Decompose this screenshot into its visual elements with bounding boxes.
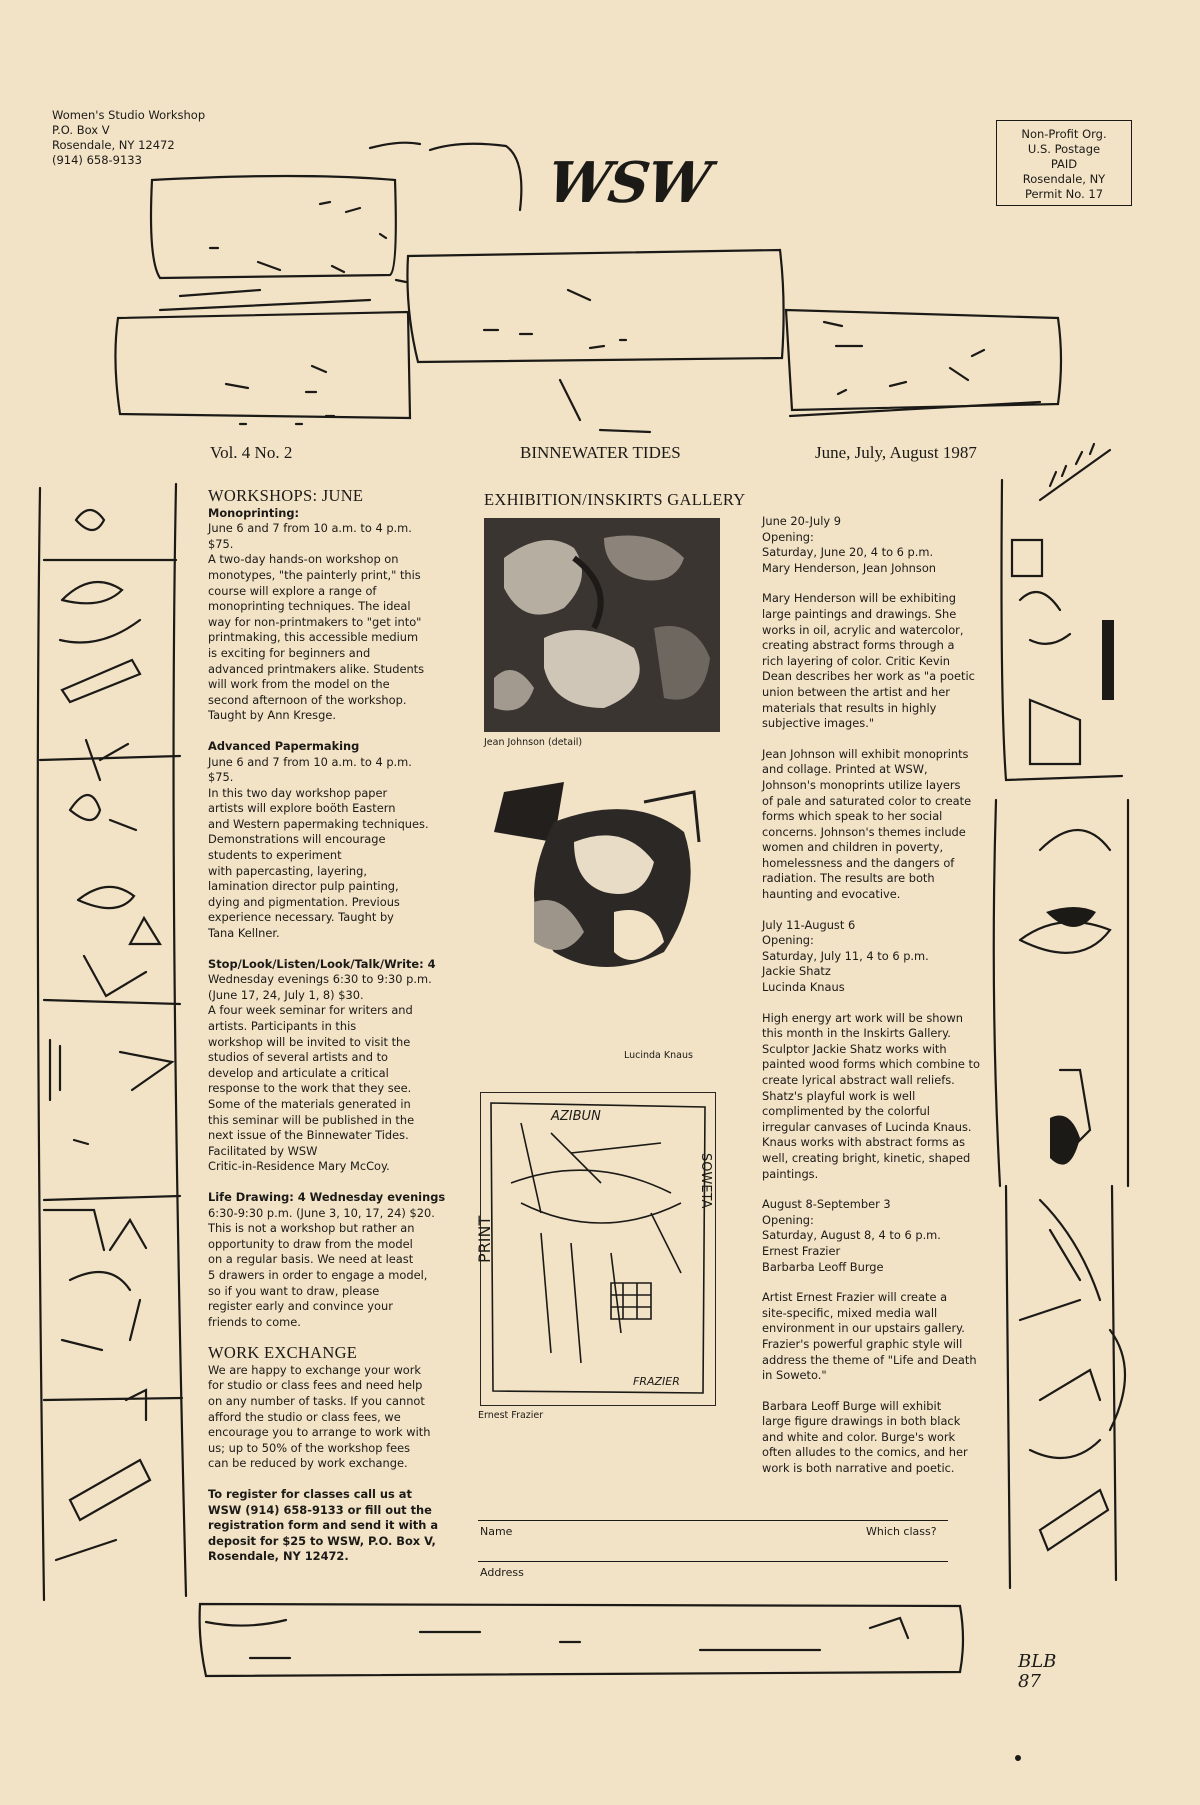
caption-ernest-frazier: Ernest Frazier	[478, 1410, 544, 1421]
newsletter-title: BINNEWATER TIDES	[520, 443, 681, 462]
exhibition-line: this month in the Inskirts Gallery.	[762, 1026, 951, 1041]
workshop-line: Demonstrations will encourage	[208, 832, 386, 847]
workshop-line: Some of the materials generated in	[208, 1096, 411, 1111]
exhibition-line: Jackie Shatz	[762, 964, 831, 979]
exhibition-line: rich layering of color. Critic Kevin	[762, 653, 950, 668]
exhibition-line: Barbarba Leoff Burge	[762, 1259, 884, 1274]
exhibition-line: June 20-July 9	[762, 514, 842, 528]
exhibition-line: works in oil, acrylic and watercolor,	[762, 622, 964, 637]
exhibitions-column	[762, 514, 992, 1492]
workshop-line: Facilitated by WSW	[208, 1143, 318, 1158]
frazier-text: SOWETA	[698, 1153, 713, 1209]
exhibition-block	[762, 1399, 992, 1477]
workshop-entry	[208, 739, 458, 942]
exhibition-line: Dean describes her work as "a poetic	[762, 669, 975, 684]
exhibition-block	[762, 747, 992, 903]
exhibition-line: Jean Johnson will exhibit monoprints	[762, 746, 969, 761]
exhibition-block	[762, 1197, 992, 1275]
exhibition-line: in Soweto."	[762, 1368, 827, 1383]
caption-lucinda-knaus: Lucinda Knaus	[624, 1050, 693, 1061]
registration-form	[478, 1520, 948, 1586]
exhibition-line: Frazier's powerful graphic style will	[762, 1336, 963, 1351]
exhibition-block	[762, 1011, 992, 1183]
work-exchange-line: on any number of tasks. If you cannot	[208, 1394, 425, 1409]
postage-indicia	[996, 120, 1132, 206]
exhibition-line: work is both narrative and poetic.	[762, 1461, 955, 1476]
exhibition-line: paintings.	[762, 1166, 819, 1181]
name-field[interactable]	[526, 1523, 826, 1543]
workshop-line: friends to come.	[208, 1314, 301, 1329]
workshop-line: A four week seminar for writers and	[208, 1003, 413, 1018]
workshop-line: Critic-in-Residence Mary McCoy.	[208, 1159, 390, 1174]
exhibition-line: create lyrical abstract wall reliefs.	[762, 1073, 955, 1087]
workshop-line: way for non-printmakers to "get into"	[208, 614, 422, 629]
workshop-title: Stop/Look/Listen/Look/Talk/Write: 4	[208, 956, 436, 971]
workshop-line: A two-day hands-on workshop on	[208, 552, 399, 567]
workshop-line: This is not a workshop but rather an	[208, 1221, 415, 1236]
workshop-line: experience necessary. Taught by	[208, 910, 394, 925]
exhibition-line: often alludes to the comics, and her	[762, 1445, 968, 1460]
workshop-line: opportunity to draw from the model	[208, 1236, 413, 1251]
exhibition-line: of pale and saturated color to create	[762, 793, 972, 808]
workshop-line: Taught by Ann Kresge.	[208, 708, 336, 723]
exhibition-line: Mary Henderson will be exhibiting	[762, 591, 957, 606]
workshop-line: Wednesday evenings 6:30 to 9:30 p.m.	[208, 972, 432, 987]
exhibition-line: complimented by the colorful	[762, 1104, 930, 1119]
work-exchange-text	[208, 1363, 458, 1472]
exhibition-line: forms which speak to her social	[762, 809, 943, 824]
lucinda-knaus-artwork	[494, 782, 706, 982]
workshop-line: response to the work that they see.	[208, 1081, 412, 1096]
work-exchange-line: us; up to 50% of the workshop fees	[208, 1440, 411, 1455]
workshop-line: on a regular basis. We need at least	[208, 1252, 414, 1267]
postage-line: Permit No. 17	[1024, 187, 1104, 201]
issue-date: June, July, August 1987	[815, 443, 977, 462]
workshop-entry	[208, 506, 458, 724]
exhibition-line: Shatz's playful work is well	[762, 1088, 916, 1103]
workshop-title: Life Drawing: 4 Wednesday evenings	[208, 1189, 446, 1204]
exhibition-line: Opening:	[762, 1212, 814, 1227]
workshops-list	[208, 506, 458, 1331]
artist-signature: BLB 87	[1018, 1651, 1057, 1692]
workshop-entry	[208, 1190, 458, 1330]
exhibition-block	[762, 1290, 992, 1384]
workshop-line: lamination director pulp painting,	[208, 879, 399, 894]
exhibition-line: homelessness and the dangers of	[762, 855, 955, 870]
workshop-line: students to experiment	[208, 848, 342, 863]
exhibition-line: Lucinda Knaus	[762, 980, 845, 995]
postage-line: U.S. Postage	[1027, 142, 1101, 156]
workshop-line: is exciting for beginners and	[208, 645, 371, 660]
exhibition-line: painted wood forms which combine to	[762, 1057, 980, 1072]
exhibition-line: Mary Henderson, Jean Johnson	[762, 560, 937, 575]
registration-line: WSW (914) 658-9133 or fill out the	[208, 1502, 432, 1517]
exhibition-line: Saturday, July 11, 4 to 6 p.m.	[762, 948, 929, 963]
workshops-heading: WORKSHOPS: JUNE	[208, 486, 364, 505]
workshop-line: monotypes, "the painterly print," this	[208, 567, 421, 582]
exhibition-line: address the theme of "Life and Death	[762, 1352, 977, 1367]
caption-jean-johnson: Jean Johnson (detail)	[484, 737, 583, 748]
work-exchange-line: can be reduced by work exchange.	[208, 1456, 408, 1471]
frazier-signature: FRAZIER	[633, 1375, 680, 1388]
exhibition-line: well, creating bright, kinetic, shaped	[762, 1150, 971, 1165]
exhibition-line: union between the artist and her	[762, 684, 950, 699]
gallery-heading: EXHIBITION/INSKIRTS GALLERY	[484, 490, 746, 509]
exhibition-line: concerns. Johnson's themes include	[762, 824, 966, 839]
postage-line: PAID	[1050, 157, 1078, 171]
workshop-line: June 6 and 7 from 10 a.m. to 4 p.m.	[208, 754, 412, 769]
workshop-line: workshop will be invited to visit the	[208, 1034, 411, 1049]
volume-number: Vol. 4 No. 2	[210, 443, 293, 462]
workshop-line: (June 17, 24, July 1, 8) $30.	[208, 987, 364, 1002]
workshop-line: this seminar will be published in the	[208, 1112, 415, 1127]
exhibition-line: High energy art work will be shown	[762, 1010, 963, 1025]
exhibition-line: Opening:	[762, 529, 814, 544]
workshop-line: In this two day workshop paper	[208, 785, 388, 800]
registration-line: To register for classes call us at	[208, 1487, 412, 1502]
jean-johnson-artwork	[484, 518, 720, 732]
exhibition-line: and collage. Printed at WSW,	[762, 762, 928, 777]
org-po-box: P.O. Box V	[52, 123, 110, 137]
exhibition-line: radiation. The results are both	[762, 871, 935, 886]
workshop-line: printmaking, this accessible medium	[208, 630, 419, 645]
workshop-line: $75.	[208, 770, 234, 785]
workshop-line: 6:30-9:30 p.m. (June 3, 10, 17, 24) $20.	[208, 1205, 435, 1220]
exhibition-line: large paintings and drawings. She	[762, 606, 957, 621]
workshop-title: Advanced Papermaking	[208, 738, 360, 753]
frazier-text: AZIBUN	[551, 1109, 601, 1124]
workshop-line: 5 drawers in order to engage a model,	[208, 1267, 428, 1282]
org-phone: (914) 658-9133	[52, 153, 142, 167]
address-field[interactable]	[542, 1564, 922, 1584]
work-exchange-line: We are happy to exchange your work	[208, 1362, 422, 1377]
exhibition-line: materials that results in highly	[762, 700, 937, 715]
workshops-column	[208, 488, 458, 1580]
workshop-line: register early and convince your	[208, 1299, 393, 1314]
org-city: Rosendale, NY 12472	[52, 138, 175, 152]
exhibition-line: haunting and evocative.	[762, 887, 901, 902]
workshop-line: dying and pigmentation. Previous	[208, 894, 400, 909]
exhibition-line: Artist Ernest Frazier will create a	[762, 1290, 948, 1305]
workshop-line: and Western papermaking techniques.	[208, 816, 429, 831]
workshop-line: develop and articulate a critical	[208, 1065, 389, 1080]
class-field-label: Which class?	[866, 1525, 937, 1538]
exhibition-line: and white and color. Burge's work	[762, 1429, 956, 1444]
exhibition-line: Sculptor Jackie Shatz works with	[762, 1041, 947, 1056]
workshop-line: next issue of the Binnewater Tides.	[208, 1128, 409, 1143]
exhibition-line: environment in our upstairs gallery.	[762, 1321, 965, 1336]
workshop-line: so if you want to draw, please	[208, 1283, 380, 1298]
workshop-line: Tana Kellner.	[208, 926, 280, 941]
exhibition-line: Johnson's monoprints utilize layers	[762, 777, 961, 792]
exhibition-block	[762, 591, 992, 731]
work-exchange-heading: WORK EXCHANGE	[208, 1343, 358, 1363]
workshop-line: artists will explore boöth Eastern	[208, 801, 396, 816]
ernest-frazier-artwork	[475, 1092, 716, 1406]
exhibition-line: Opening:	[762, 933, 814, 948]
exhibition-line: irregular canvases of Lucinda Knaus.	[762, 1119, 972, 1134]
workshop-line: monoprinting techniques. The ideal	[208, 599, 411, 614]
registration-line: Rosendale, NY 12472.	[208, 1549, 349, 1564]
exhibition-line: large figure drawings in both black	[762, 1414, 961, 1429]
exhibition-line: women and children in poverty,	[762, 840, 944, 855]
workshop-line: $75.	[208, 536, 234, 551]
exhibition-line: July 11-August 6	[762, 917, 856, 932]
wsw-logo: WSW	[543, 150, 713, 216]
workshop-line: advanced printmakers alike. Students	[208, 661, 425, 676]
frazier-text: PRINT	[475, 1215, 494, 1263]
exhibition-block	[762, 918, 992, 996]
exhibition-block	[762, 514, 992, 576]
exhibition-line: Ernest Frazier	[762, 1243, 841, 1258]
exhibition-line: creating abstract forms through a	[762, 638, 955, 653]
exhibition-line: August 8-September 3	[762, 1197, 891, 1212]
work-exchange-line: encourage you to arrange to work with	[208, 1425, 431, 1440]
exhibition-line: Barbara Leoff Burge will exhibit	[762, 1398, 942, 1413]
work-exchange-line: afford the studio or class fees, we	[208, 1409, 401, 1424]
exhibition-line: subjective images."	[762, 716, 875, 731]
postage-line: Non-Profit Org.	[1021, 127, 1107, 141]
exhibition-line: Knaus works with abstract forms as	[762, 1135, 966, 1150]
workshop-line: June 6 and 7 from 10 a.m. to 4 p.m.	[208, 521, 412, 536]
workshop-line: second afternoon of the workshop.	[208, 692, 407, 707]
org-name: Women's Studio Workshop	[52, 108, 206, 122]
workshop-line: artists. Participants in this	[208, 1019, 357, 1033]
registration-line: registration form and send it with a	[208, 1518, 439, 1533]
work-exchange-line: for studio or class fees and need help	[208, 1378, 423, 1393]
workshop-line: course will explore a range of	[208, 583, 377, 598]
workshop-line: studios of several artists and to	[208, 1050, 389, 1065]
registration-line: deposit for $25 to WSW, P.O. Box V,	[208, 1533, 436, 1548]
workshop-line: with papercasting, layering,	[208, 863, 367, 878]
address-field-label: Address	[480, 1566, 524, 1579]
registration-text	[208, 1487, 458, 1565]
name-field-label: Name	[480, 1525, 513, 1538]
exhibition-line: site-specific, mixed media wall	[762, 1305, 938, 1320]
postage-line: Rosendale, NY	[1022, 172, 1106, 186]
org-address	[52, 108, 205, 168]
workshop-title: Monoprinting:	[208, 505, 300, 520]
exhibition-line: Saturday, June 20, 4 to 6 p.m.	[762, 545, 934, 560]
workshop-line: will work from the model on the	[208, 677, 390, 692]
workshop-entry	[208, 957, 458, 1175]
exhibition-line: Saturday, August 8, 4 to 6 p.m.	[762, 1228, 941, 1243]
